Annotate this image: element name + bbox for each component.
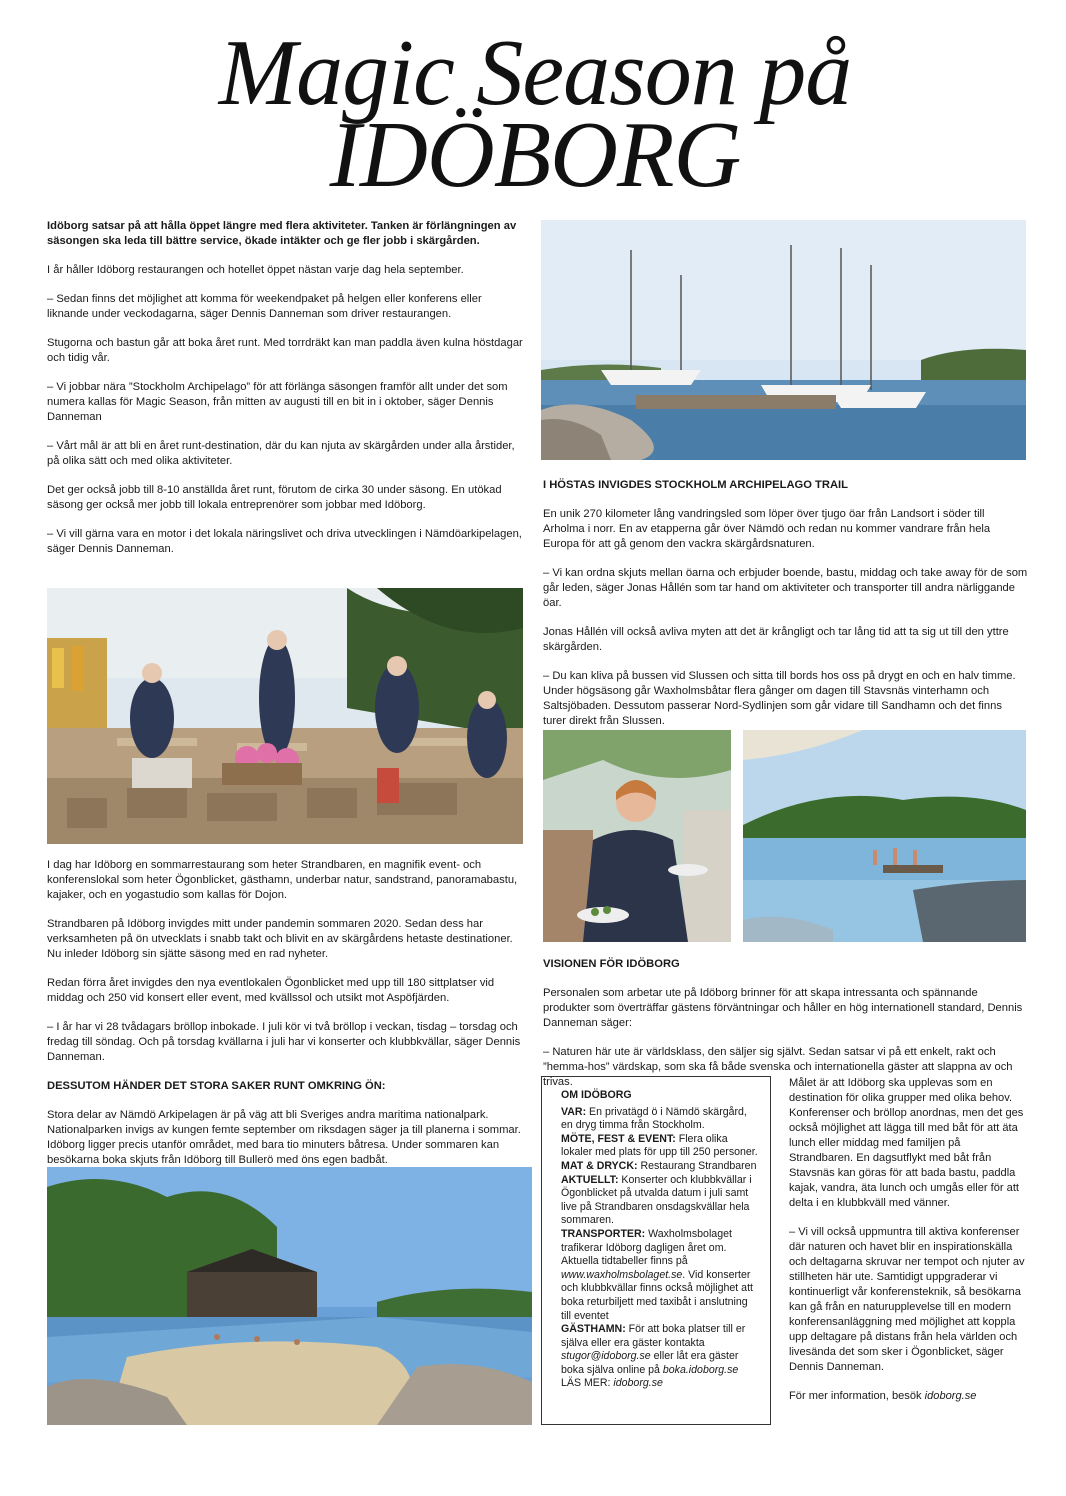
- island-beach-photo: [47, 1167, 532, 1425]
- fact-mat: [561, 1160, 760, 1174]
- right-column-top: [543, 478, 1028, 743]
- page-title: Magic Season på IDÖBORG: [218, 21, 852, 207]
- fact-aktuellt: [561, 1174, 760, 1228]
- fact-text: Konserter och klubbkvällar i Ögonblicket på utvalda datum i juli samt live på Strandbaren onsdagskvällar hela sommaren.: [561, 1173, 752, 1227]
- paragraph: – I år har vi 28 tvådagars bröllop inbokade. I juli kör vi två bröllop i veckan, tisdag – torsdag och fredag till söndag. Och på torsdag kvällarna i juli har vi konserter och klubbkvällar, säger Dennis Danneman.: [47, 1021, 521, 1063]
- section-heading: DESSUTOM HÄNDER DET STORA SAKER RUNT OMKRING ÖN:: [47, 1080, 386, 1092]
- paragraph: Redan förra året invigdes den nya eventlokalen Ögonblicket med upp till 180 sittplatser vid middag och 250 vid konsert eller event, med kvällssol och utsikt mot Aspöfjärden.: [47, 977, 495, 1004]
- fact-label: MAT & DRYCK:: [561, 1159, 638, 1172]
- paragraph: Jonas Hållén vill också avliva myten att det är krångligt och tar lång tid att ta sig ut till den yttre skärgården.: [543, 626, 1009, 653]
- left-column-top: [47, 219, 523, 571]
- swimming-jetty-photo: [743, 730, 1026, 942]
- fact-transporter: [561, 1228, 760, 1323]
- paragraph: I dag har Idöborg en sommarrestaurang som heter Strandbaren, en magnifik event- och konferenslokal som heter Ögonblicket, gästhamn, underbar natur, sandstrand, panoramabastu, kajaker, och en yogastudio som kallas för Dojon.: [47, 859, 518, 901]
- fact-mote: [561, 1133, 760, 1160]
- paragraph: – Vi vill också uppmuntra till aktiva konferenser där naturen och havet blir en inspirationskälla och deltagarna skruvar ner tempot och njuter av stillheten här ute. Samtidigt uppgraderar vi kontinuerligt vår konferensteknik, så besökarna kan gå från en naturupplevelse till en modern konferensanläggning med möjlighet att koppla upp deltagare på distans från hela världen och livesända det som sker i Ögonblicket, säger Dennis Danneman.: [789, 1226, 1025, 1373]
- fact-text: För att boka platser till er själva eller era gäster kontakta: [561, 1323, 746, 1349]
- fact-text: Restaurang Strandbaren: [637, 1159, 757, 1172]
- fact-label: VAR:: [561, 1105, 587, 1118]
- fact-label: LÄS MER:: [561, 1377, 614, 1390]
- paragraph: Det ger också jobb till 8-10 anställda året runt, förutom de cirka 30 under säsong. En utökad säsong ger också mer jobb till lokala entreprenörer som jobbar med Idöborg.: [47, 484, 502, 511]
- fact-las-mer: [561, 1377, 760, 1391]
- booking-link[interactable]: boka.idoborg.se: [662, 1363, 739, 1376]
- paragraph: Målet är att Idöborg ska upplevas som en destination för olika grupper med olika behov. Konferenser och bröllop anordnas, men det ges också möjlighet att lägga till med båt för att äta lunch eller middag med familjen på Strandbaren. En dagsutflykt med båt från Stavsnäs kan göras för att bada bastu, paddla kajak, vandra, äta lunch och umgås eller för att delta i en klubbkväll med vänner.: [789, 1077, 1024, 1209]
- paragraph: Strandbaren på Idöborg invigdes mitt under pandemin sommaren 2020. Sedan dess har verksamheten på ön utvecklats i snabb takt och blivit en av skärgårdens hetaste destinationer. Nu inleder Idöborg sin sjätte säsong med en rad nyheter.: [47, 918, 513, 960]
- fact-label: AKTUELLT:: [561, 1173, 619, 1186]
- section-heading: VISIONEN FÖR IDÖBORG: [543, 958, 680, 970]
- paragraph: Personalen som arbetar ute på Idöborg brinner för att skapa intressanta och spännande produkter som överträffar gästens förväntningar och håller en hög internationell standard, Dennis Danneman säger:: [543, 987, 1023, 1029]
- fact-text: Waxholmsbolaget trafikerar Idöborg dagligen året om. Aktuella tidtabeller finns på: [561, 1227, 732, 1268]
- paragraph: En unik 270 kilometer lång vandringsled som löper över tjugo öar från Landsort i söder till Arholma i norr. En av etapperna går över Nämdö och redan nu kommer vandrare från hela Europa för att gå genom den vackra skärgårdsnaturen.: [543, 508, 991, 550]
- email-link[interactable]: stugor@idoborg.se: [561, 1350, 651, 1363]
- waitress-photo: [543, 730, 731, 942]
- marina-sailboats-photo: [541, 220, 1026, 460]
- paragraph: – Vi vill gärna vara en motor i det lokala näringslivet och driva utvecklingen i Nämdöarkipelagen, säger Dennis Danneman.: [47, 528, 522, 555]
- fact-var: [561, 1106, 760, 1133]
- paragraph: – Sedan finns det möjlighet att komma för weekendpaket på helgen eller konferens eller liknande under veckodagarna, säger Dennis Danneman som driver restaurangen.: [47, 293, 482, 320]
- paragraph: – Vårt mål är att bli en året runt-destination, där du kan njuta av skärgården under alla årstider, på olika sätt och med olika aktiviteter.: [47, 440, 515, 467]
- paragraph: – Vi jobbar nära ”Stockholm Archipelago” för att förlänga säsongen framför allt under det som numera kallas för Magic Season, från mitten av augusti till en bit in i oktober, säger Dennis Danneman: [47, 381, 508, 423]
- paragraph: Stugorna och bastun går att boka året runt. Med torrdräkt kan man paddla även kulna höstdagar och tidig vår.: [47, 337, 523, 364]
- section-heading: I HÖSTAS INVIGDES STOCKHOLM ARCHIPELAGO TRAIL: [543, 479, 848, 491]
- paragraph: I år håller Idöborg restaurangen och hotellet öppet nästan varje dag hela september.: [47, 264, 464, 276]
- paragraph: [789, 1389, 1027, 1404]
- fact-box: [541, 1076, 771, 1425]
- paragraph: – Vi kan ordna skjuts mellan öarna och erbjuder boende, bastu, middag och take away för de som går leden, säger Jonas Hållén som tar hand om aktiviteter och transporter till andra närliggande öar.: [543, 567, 1028, 609]
- fact-box-heading: OM IDÖBORG: [561, 1089, 632, 1101]
- fact-label: MÖTE, FEST & EVENT:: [561, 1132, 676, 1145]
- fact-text: eller låt era gäster boka själva online på: [561, 1350, 739, 1376]
- waxholmsbolaget-link[interactable]: www.waxholmsbolaget.se: [561, 1268, 683, 1281]
- website-link[interactable]: idoborg.se: [613, 1377, 663, 1390]
- lead-paragraph: Idöborg satsar på att hålla öppet längre med flera aktiviteter. Tanken är förlängningen av säsongen ska leda till bättre service, ökade intäkter och ge fler jobb i skärgården.: [47, 220, 517, 247]
- fact-text: . Vid konserter och klubbkvällar finns också möjlighet att boka returbiljett med taxibåt i anslutning till eventet: [561, 1268, 753, 1322]
- website-link[interactable]: idoborg.se: [924, 1390, 977, 1402]
- restaurant-terrace-photo: [47, 588, 523, 844]
- fact-label: TRANSPORTER:: [561, 1227, 646, 1240]
- paragraph: – Naturen här ute är världsklass, den säljer sig självt. Sedan satsar vi på ett enkelt, rakt och ”hemma-hos” värdskap, som ska få både svenska och internationella gäster att slappna av och trivas.: [543, 1046, 1013, 1088]
- info-text: För mer information, besök: [789, 1390, 925, 1402]
- paragraph: Stora delar av Nämdö Arkipelagen är på väg att bli Sveriges andra maritima nationalpark. Nationalparken invigs av kungen femte september om riksdagen säger ja till planerna i sommar. Idöborg ligger precis utanför området, med bara tio minuters båtresa. Under sommaren kan besökarna boka skjuts från Idöborg till Bullerö med öns egen badbåt.: [47, 1109, 521, 1166]
- far-right-column: [789, 1076, 1027, 1418]
- fact-gasthamn: [561, 1323, 760, 1377]
- fact-text: En privatägd ö i Nämdö skärgård, en dryg timma från Stockholm.: [561, 1105, 747, 1132]
- fact-text: Flera olika lokaler med plats för upp till 250 personer.: [561, 1132, 758, 1159]
- paragraph: – Du kan kliva på bussen vid Slussen och sitta till bords hos oss på drygt en och en halv timme. Under högsäsong går Waxholmsbåtar flera gånger om dagen till Stavsnäs vinterhamn och Saltsjöbaden. Dessutom passerar Nord-Sydlinjen som går vidare till Sandhamn och det finns turer direkt från Slussen.: [543, 670, 1016, 727]
- left-column-bottom: [47, 858, 523, 1182]
- fact-label: GÄSTHAMN:: [561, 1323, 626, 1336]
